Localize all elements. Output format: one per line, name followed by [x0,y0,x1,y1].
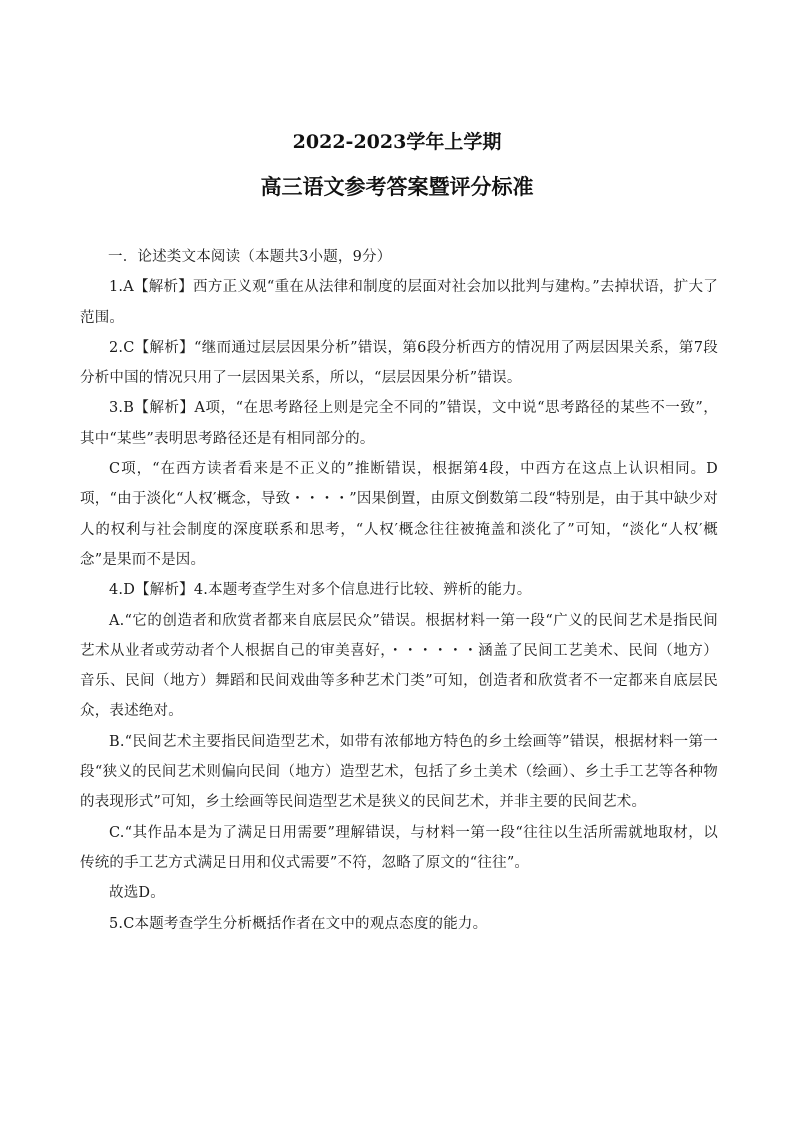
document-title-year: 2022-2023学年上学期 [292,131,502,153]
document-title-main: 高三语文参考答案暨评分标准 [260,174,534,199]
answer-paragraph: C项，“在西方读者看来是不正义的”推断错误，根据第4段，中西方在这点上认识相同。D项，“由于淡化“人权′概念，导致・・・・”因果倒置，由原文倒数第二段“特别是，由于其中缺少对人的权利与社会制度的深度联系和思考，“人权′概念往往被掩盖和淡化了”可知，“淡化“人权′概念”是果而不是因。 [80,461,718,568]
answer-paragraph: 4.D【解析】4.本题考查学生对多个信息进行比较、辨析的能力。 [109,582,532,599]
section-heading: 一．论述类文本阅读（本题共3小题，9分） [108,249,392,265]
answer-paragraph: B.“民间艺术主要指民间造型艺术，如带有浓郁地方特色的乡土绘画等”错误，根据材料一第一段“狭义的民间艺术则偏向民间（地方）造型艺术，包括了乡土美术（绘画）、乡土手工艺等各种物的表现形式”可知，乡土绘画等民间造型艺术是狭义的民间艺术，并非主要的民间艺术。 [80,733,718,811]
answer-paragraph: 故选D。 [109,885,165,902]
answer-paragraph: A.“它的创造者和欣赏者都来自底层民众”错误。根据材料一第一段“广义的民间艺术是指民间艺术从业者或劳动者个人根据自己的审美喜好，・・・・・・涵盖了民间工艺美术、民间（地方）音乐、民间（地方）舞蹈和民间戏曲等多种艺术门类”可知，创造者和欣赏者不一定都来自底层民众，表述绝对。 [80,612,718,720]
answer-paragraph: 5.C本题考查学生分析概括作者在文中的观点态度的能力。 [109,915,488,932]
answer-paragraph: 1.A【解析】西方正义观“重在从法律和制度的层面对社会加以批判与建构。”去掉状语，扩大了范围。 [80,279,718,326]
answer-paragraph: 2.C【解析】“继而通过层层因果分析”错误，第6段分析西方的情况用了两层因果关系，第7段分析中国的情况只用了一层因果关系，所以，“层层因果分析”错误。 [80,339,718,387]
answer-paragraph: 3.B【解析】A项，“在思考路径上则是完全不同的”错误，文中说“思考路径的某些不一致”，其中“某些”表明思考路径还是有相同部分的。 [80,400,718,447]
answer-paragraph: C.“其作品本是为了满足日用需要”理解错误，与材料一第一段“往往以生活所需就地取材，以传统的手工艺方式满足日用和仪式需要”不符，忽略了原文的“往往”。 [80,824,718,871]
answer-body [80,242,718,939]
